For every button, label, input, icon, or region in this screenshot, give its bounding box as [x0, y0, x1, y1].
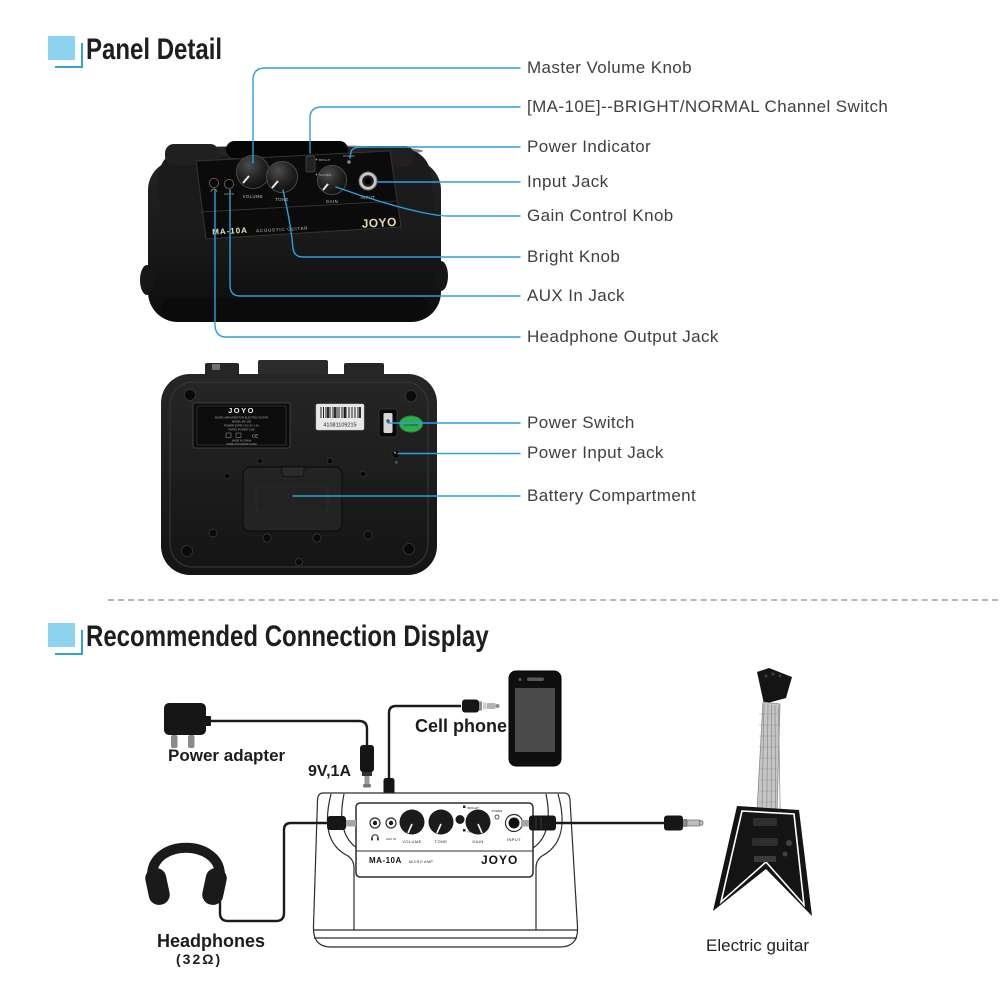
headphones-label: Headphones: [157, 931, 266, 951]
sticker-line: RATED POWER: 10W: [228, 428, 255, 432]
volume-label: VOLUME: [242, 194, 264, 199]
model-type-text: ACOUSTIC GUITAR: [256, 225, 309, 234]
front-model-text: MA-10A: [369, 856, 402, 865]
sticker-line: WWW.JOYOAUDIO.COM: [226, 443, 257, 446]
front-volume-label: VOLUME: [402, 839, 422, 844]
guitar-cable: [521, 816, 703, 831]
cell-phone-drawing: [509, 671, 561, 766]
callout-label-power-switch: Power Switch: [527, 413, 635, 432]
aux-in-label: AUX IN: [223, 192, 235, 196]
section-heading-panel-detail: [48, 33, 256, 66]
callout-label-input-jack: Input Jack: [527, 172, 609, 191]
section-title: Recommended Connection Display: [86, 620, 489, 653]
sticker-brand: JOYO: [228, 406, 255, 415]
heading-square-icon: [48, 623, 75, 647]
front-aux-label: AUX IN: [385, 837, 397, 841]
dashed-divider: [108, 599, 998, 601]
brand-logo: JOYO: [361, 214, 398, 231]
front-bright-label: BRIGHT: [467, 806, 479, 810]
input-label: INPUT: [360, 195, 376, 200]
sticker-line: MADE IN CHINA: [231, 439, 252, 443]
qc-pass-text: Q.C.PASS: [403, 423, 419, 427]
ce-mark: CE: [252, 433, 259, 439]
front-power-label: POWER: [491, 809, 503, 813]
callout-label-channel-switch: [MA-10E]--BRIGHT/NORMAL Channel Switch: [527, 97, 889, 116]
front-tone-label: TONE: [434, 839, 448, 844]
adapter-cable: [211, 721, 367, 745]
callout-label-aux-in-jack: AUX In Jack: [527, 286, 625, 305]
cell-phone-label: Cell phone: [415, 716, 508, 736]
sticker-line: MODEL:MA-10E: [231, 420, 252, 424]
power-label: POWER: [343, 154, 355, 158]
front-normal-label: NORMAL: [467, 829, 481, 834]
front-input-label: INPUT: [507, 837, 521, 842]
callout-label-power-indicator: Power Indicator: [527, 137, 652, 156]
power-adapter-label: Power adapter: [168, 746, 286, 765]
gain-label: GAIN: [325, 199, 339, 204]
front-gain-label: GAIN: [472, 839, 484, 844]
callout-label-master-volume: Master Volume Knob: [527, 58, 693, 77]
normal-label: NORMAL: [319, 173, 332, 177]
section-heading-connection-display: [48, 620, 589, 653]
bright-label: BRIGHT: [319, 158, 331, 162]
sticker-line: POWER SUPPLY:DC 9V 1.2A: [224, 424, 259, 428]
callout-label-headphone-jack: Headphone Output Jack: [527, 327, 719, 346]
sticker-line: MICRO AMPLIFIER FOR ELECTRIC GUITAR: [215, 416, 268, 420]
adapter-spec-label: 9V,1A: [308, 763, 351, 780]
tone-label: TONE: [275, 197, 289, 202]
barcode-number: 41081109215: [323, 422, 357, 429]
callout-label-gain-knob: Gain Control Knob: [527, 206, 674, 225]
callout-label-bright-knob: Bright Knob: [527, 247, 621, 266]
amp-bottom-view-photo: [161, 360, 437, 575]
electric-guitar-drawing: [713, 668, 812, 916]
model-text: MA-10A: [211, 225, 249, 237]
front-brand-logo: JOYO: [481, 853, 519, 867]
heading-square-icon: [48, 36, 75, 60]
callout-label-power-input: Power Input Jack: [527, 443, 664, 462]
electric-guitar-label: Electric guitar: [706, 936, 809, 955]
headphones-drawing: [143, 848, 228, 907]
front-model-type-text: MICRO AMP: [409, 860, 434, 864]
amp-top-view-photo: [140, 141, 448, 322]
headphones-impedance-label: (32Ω): [176, 951, 223, 967]
section-title: Panel Detail: [86, 33, 223, 66]
callout-label-battery: Battery Compartment: [527, 486, 697, 505]
